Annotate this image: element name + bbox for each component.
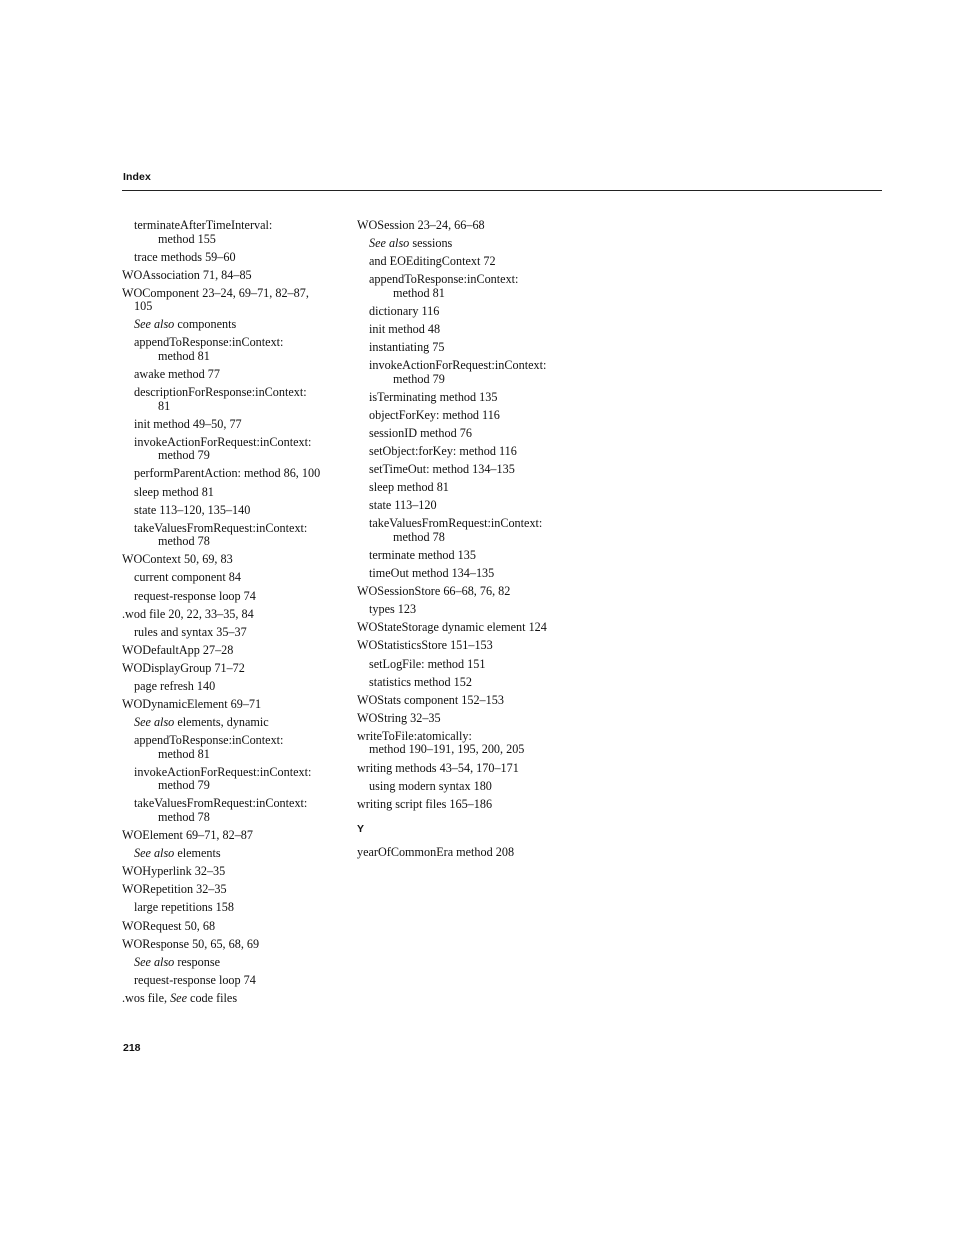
index-entry <box>122 865 347 879</box>
index-subentry <box>122 734 347 761</box>
entry-text: invokeActionForRequest:inContext: <box>134 764 312 779</box>
entry-text: descriptionForResponse:inContext: <box>134 385 307 400</box>
index-entry <box>122 938 347 952</box>
entry-text: invokeActionForRequest:inContext: <box>134 434 312 449</box>
see-also-reference: See also <box>134 317 175 332</box>
entry-text: components <box>174 317 237 332</box>
entry-continuation: method 81 <box>393 285 445 300</box>
index-entry <box>122 608 347 622</box>
entry-text: WOStats component 152–153 <box>357 692 504 707</box>
index-subentry <box>122 956 347 970</box>
index-subentry <box>122 219 347 246</box>
entry-continuation: method 79 <box>393 371 445 386</box>
index-entry <box>122 920 347 934</box>
entry-text: WOString 32–35 <box>357 710 441 725</box>
entry-text: writeToFile:atomically: <box>357 728 472 743</box>
index-subentry <box>357 305 587 319</box>
entry-text: init method 48 <box>369 321 441 336</box>
index-subentry <box>357 549 587 563</box>
index-entry <box>122 992 347 1006</box>
entry-text: writing methods 43–54, 170–171 <box>357 760 519 775</box>
see-also-reference: See also <box>369 236 410 251</box>
entry-text: appendToResponse:inContext: <box>134 335 284 350</box>
entry-text: WOSessionStore 66–68, 76, 82 <box>357 584 511 599</box>
entry-text: WOElement 69–71, 82–87 <box>122 828 253 843</box>
entry-text: state 113–120, 135–140 <box>134 502 251 517</box>
entry-text: sleep method 81 <box>134 484 214 499</box>
entry-continuation: 81 <box>158 398 171 413</box>
entry-text: setTimeOut: method 134–135 <box>369 462 515 477</box>
entry-text: takeValuesFromRequest:inContext: <box>134 520 308 535</box>
index-subentry <box>357 323 587 337</box>
index-subentry <box>357 463 587 477</box>
index-subentry <box>122 467 347 481</box>
index-subentry <box>122 336 347 363</box>
index-entry <box>357 712 587 726</box>
index-subentry <box>357 359 587 386</box>
index-subentry <box>122 486 347 500</box>
entry-continuation: method 79 <box>158 778 210 793</box>
section-letter: Y <box>357 823 365 836</box>
index-column-right <box>357 219 587 864</box>
entry-continuation: method 78 <box>158 534 210 549</box>
entry-text: trace methods 59–60 <box>134 249 236 264</box>
index-subentry <box>122 368 347 382</box>
entry-text: WOHyperlink 32–35 <box>122 864 226 879</box>
entry-text: WOResponse 50, 65, 68, 69 <box>122 936 260 951</box>
entry-continuation: method 78 <box>158 809 210 824</box>
index-subentry <box>122 251 347 265</box>
index-subentry <box>122 418 347 432</box>
entry-text: state 113–120 <box>369 498 437 513</box>
entry-text: sleep method 81 <box>369 480 449 495</box>
index-column-left <box>122 219 347 1010</box>
entry-text: setLogFile: method 151 <box>369 656 486 671</box>
index-subentry <box>357 427 587 441</box>
entry-text: takeValuesFromRequest:inContext: <box>369 516 543 531</box>
index-subentry <box>122 571 347 585</box>
entry-text: elements <box>174 846 221 861</box>
index-entry <box>357 762 587 776</box>
entry-text: request-response loop 74 <box>134 972 256 987</box>
entry-text: isTerminating method 135 <box>369 389 498 404</box>
entry-text: objectForKey: method 116 <box>369 407 500 422</box>
index-subentry <box>357 255 587 269</box>
entry-text: WODisplayGroup 71–72 <box>122 660 245 675</box>
index-entry <box>357 621 587 635</box>
entry-continuation: method 78 <box>393 529 445 544</box>
entry-prefix: .wos file, <box>122 990 171 1005</box>
entry-text: performParentAction: method 86, 100 <box>134 466 321 481</box>
index-subentry <box>122 626 347 640</box>
index-entry <box>357 585 587 599</box>
index-entry <box>357 219 587 233</box>
entry-text: statistics method 152 <box>369 674 472 689</box>
header-rule <box>122 190 882 191</box>
entry-text: timeOut method 134–135 <box>369 566 495 581</box>
index-entry <box>357 730 587 757</box>
index-entry <box>122 287 347 314</box>
index-subentry <box>357 603 587 617</box>
index-subentry <box>357 517 587 544</box>
entry-text: request-response loop 74 <box>134 588 256 603</box>
page-number: 218 <box>123 1042 141 1054</box>
running-header: Index <box>123 171 151 183</box>
entry-continuation: method 155 <box>158 231 216 246</box>
index-subentry <box>357 499 587 513</box>
index-subentry <box>357 676 587 690</box>
entry-text: and EOEditingContext 72 <box>369 254 496 269</box>
index-entry <box>357 798 587 812</box>
see-also-reference: See also <box>134 715 175 730</box>
see-also-reference: See also <box>134 954 175 969</box>
entry-text: setObject:forKey: method 116 <box>369 444 517 459</box>
entry-text: WOStatisticsStore 151–153 <box>357 638 493 653</box>
entry-text: WOAssociation 71, 84–85 <box>122 267 252 282</box>
entry-text: WODefaultApp 27–28 <box>122 642 234 657</box>
entry-text: current component 84 <box>134 570 241 585</box>
index-subentry <box>357 341 587 355</box>
entry-text: takeValuesFromRequest:inContext: <box>134 796 308 811</box>
entry-text: code files <box>187 990 238 1005</box>
entry-text: appendToResponse:inContext: <box>134 733 284 748</box>
entry-text: rules and syntax 35–37 <box>134 624 247 639</box>
entry-text: large repetitions 158 <box>134 900 234 915</box>
entry-text: .wod file 20, 22, 33–35, 84 <box>122 606 254 621</box>
index-entry <box>122 644 347 658</box>
entry-text: dictionary 116 <box>369 303 440 318</box>
index-subentry <box>122 974 347 988</box>
entry-text: page refresh 140 <box>134 678 216 693</box>
entry-continuation: method 190–191, 195, 200, 205 <box>369 742 525 757</box>
index-subentry <box>122 901 347 915</box>
index-subentry <box>357 273 587 300</box>
index-subentry <box>122 522 347 549</box>
entry-text: init method 49–50, 77 <box>134 416 242 431</box>
entry-text: using modern syntax 180 <box>369 778 492 793</box>
index-subentry <box>122 318 347 332</box>
entry-text: appendToResponse:inContext: <box>369 272 519 287</box>
index-entry <box>122 883 347 897</box>
index-subentry <box>357 237 587 251</box>
entry-continuation: method 81 <box>158 348 210 363</box>
index-entry <box>122 269 347 283</box>
index-subentry <box>357 391 587 405</box>
index-subentry <box>122 847 347 861</box>
index-subentry <box>122 797 347 824</box>
index-entry <box>122 698 347 712</box>
entry-text: instantiating 75 <box>369 340 445 355</box>
entry-text: WORepetition 32–35 <box>122 882 227 897</box>
entry-text: WORequest 50, 68 <box>122 918 216 933</box>
index-entry <box>122 662 347 676</box>
index-subentry <box>357 445 587 459</box>
entry-continuation: 105 <box>134 299 153 314</box>
index-entry <box>122 553 347 567</box>
entry-text: terminate method 135 <box>369 548 476 562</box>
index-subentry <box>122 386 347 413</box>
entry-text: WOStateStorage dynamic element 124 <box>357 620 547 635</box>
index-entry <box>357 694 587 708</box>
index-subentry <box>122 590 347 604</box>
entry-text: types 123 <box>369 602 417 617</box>
index-subentry <box>122 680 347 694</box>
entry-text: WOContext 50, 69, 83 <box>122 552 233 567</box>
index-entry <box>357 846 587 860</box>
index-subentry <box>357 658 587 672</box>
index-subentry <box>357 567 587 581</box>
entry-text: elements, dynamic <box>174 715 269 730</box>
index-subentry <box>122 504 347 518</box>
index-entry <box>357 639 587 653</box>
index-subentry <box>357 409 587 423</box>
entry-text: invokeActionForRequest:inContext: <box>369 358 547 373</box>
entry-text: writing script files 165–186 <box>357 796 493 811</box>
entry-continuation: method 79 <box>158 448 210 463</box>
entry-text: yearOfCommonEra method 208 <box>357 844 515 859</box>
index-subentry <box>122 766 347 793</box>
entry-text: WOSession 23–24, 66–68 <box>357 218 485 232</box>
see-also-reference: See also <box>134 846 175 861</box>
entry-text: WODynamicElement 69–71 <box>122 697 262 712</box>
entry-text: awake method 77 <box>134 367 220 382</box>
see-also-reference: See <box>170 990 187 1005</box>
entry-text: terminateAfterTimeInterval: <box>134 218 273 232</box>
index-subentry <box>357 481 587 495</box>
entry-text: sessionID method 76 <box>369 425 472 440</box>
entry-text: sessions <box>409 236 453 251</box>
entry-text: response <box>174 954 220 969</box>
index-subentry <box>122 716 347 730</box>
entry-continuation: method 81 <box>158 746 210 761</box>
index-subentry <box>357 780 587 794</box>
entry-text: WOComponent 23–24, 69–71, 82–87, <box>122 285 309 300</box>
index-entry <box>122 829 347 843</box>
index-subentry <box>122 436 347 463</box>
